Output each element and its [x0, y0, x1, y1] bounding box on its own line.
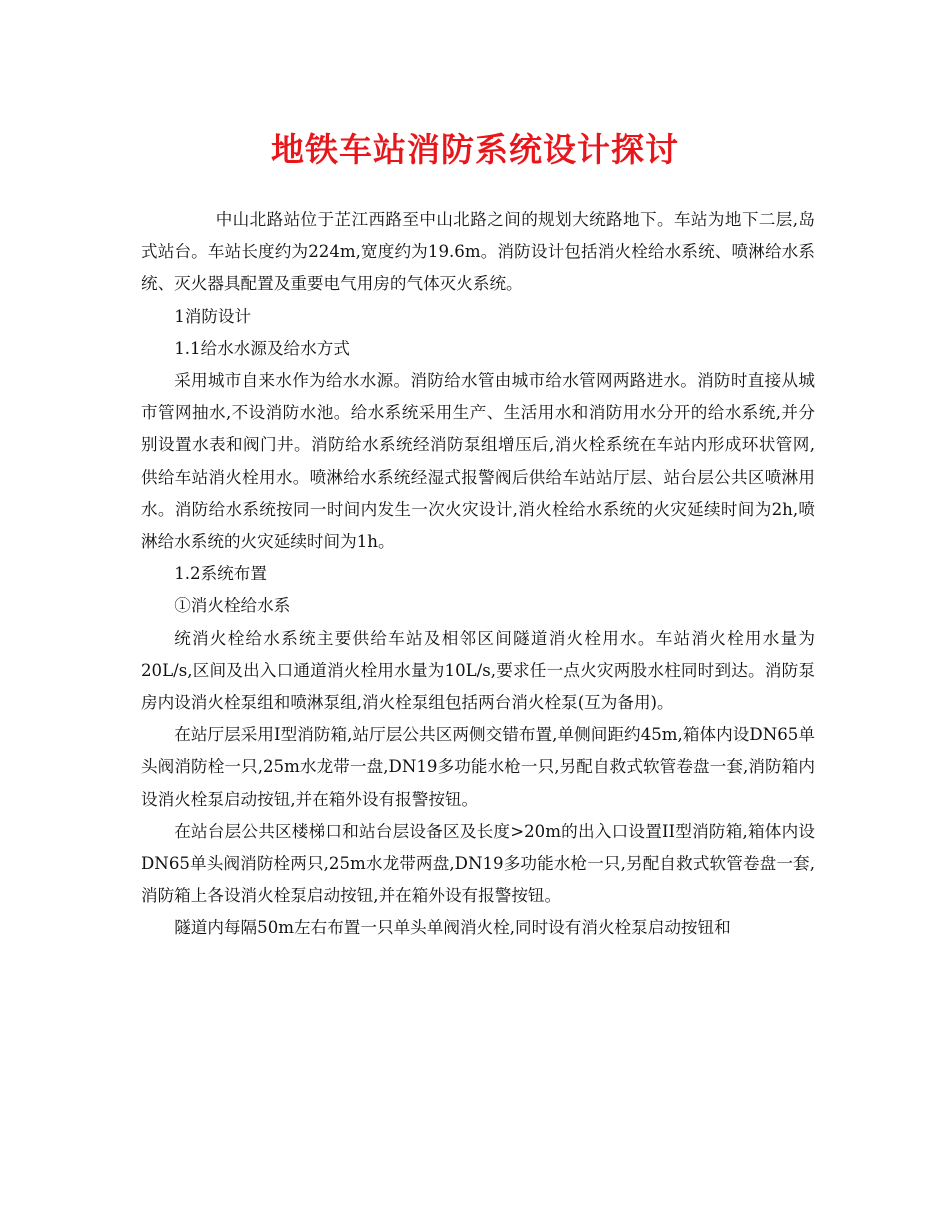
paragraph-intro: 中山北路站位于芷江西路至中山北路之间的规划大统路地下。车站为地下二层,岛式站台。车站长度约为224m,宽度约为19.6m。消防设计包括消火栓给水系统、喷淋给水系统、灭火器具配置及重要电气用房的气体灭火系统。 [141, 210, 815, 294]
paragraph-hall-level: 在站厅层采用I型消防箱,站厅层公共区两侧交错布置,单侧间距约45m,箱体内设DN65单头阀消防栓一只,25m水龙带一盘,DN19多功能水枪一只,另配自救式软管卷盘一套,消防箱内设消火栓泵启动按钮,并在箱外设有报警按钮。 [141, 725, 815, 809]
paragraph-platform-level: 在站台层公共区楼梯口和站台层设备区及长度>20m的出入口设置II型消防箱,箱体内设DN65单头阀消防栓两只,25m水龙带两盘,DN19多功能水枪一只,另配自救式软管卷盘一套,消防箱上各设消火栓泵启动按钮,并在箱外设有报警按钮。 [141, 821, 815, 906]
paragraph-hydrant-system: 统消火栓给水系统主要供给车站及相邻区间隧道消火栓用水。车站消火栓用水量为20L/s,区间及出入口通道消火栓用水量为10L/s,要求任一点火灾两股水柱同时到达。消防泵房内设消火栓泵组和喷淋泵组,消火栓泵组包括两台消火栓泵(互为备用)。 [141, 628, 815, 713]
section-heading-1-2: 1.2系统布置 [174, 564, 267, 584]
document-body [141, 204, 815, 945]
section-heading-1: 1消防设计 [174, 306, 252, 326]
paragraph-water-source: 采用城市自来水作为给水水源。消防给水管由城市给水管网两路进水。消防时直接从城市管网抽水,不设消防水池。给水系统采用生产、生活用水和消防用水分开的给水系统,并分别设置水表和阀门井。消防给水系统经消防泵组增压后,消火栓系统在车站内形成环状管网,供给车站消火栓用水。喷淋给水系统经湿式报警阀后供给车站站厅层、站台层公共区喷淋用水。消防给水系统按同一时间内发生一次火灾设计,消火栓给水系统的火灾延续时间为2h,喷淋给水系统的火灾延续时间为1h。 [141, 371, 815, 552]
section-heading-1-1: 1.1给水水源及给水方式 [174, 338, 350, 358]
paragraph-tunnel: 隧道内每隔50m左右布置一只单头单阀消火栓,同时设有消火栓泵启动按钮和 [174, 918, 731, 938]
document-title: 地铁车站消防系统设计探讨 [271, 130, 679, 169]
subsection-heading-hydrant: ①消火栓给水系 [174, 596, 291, 616]
